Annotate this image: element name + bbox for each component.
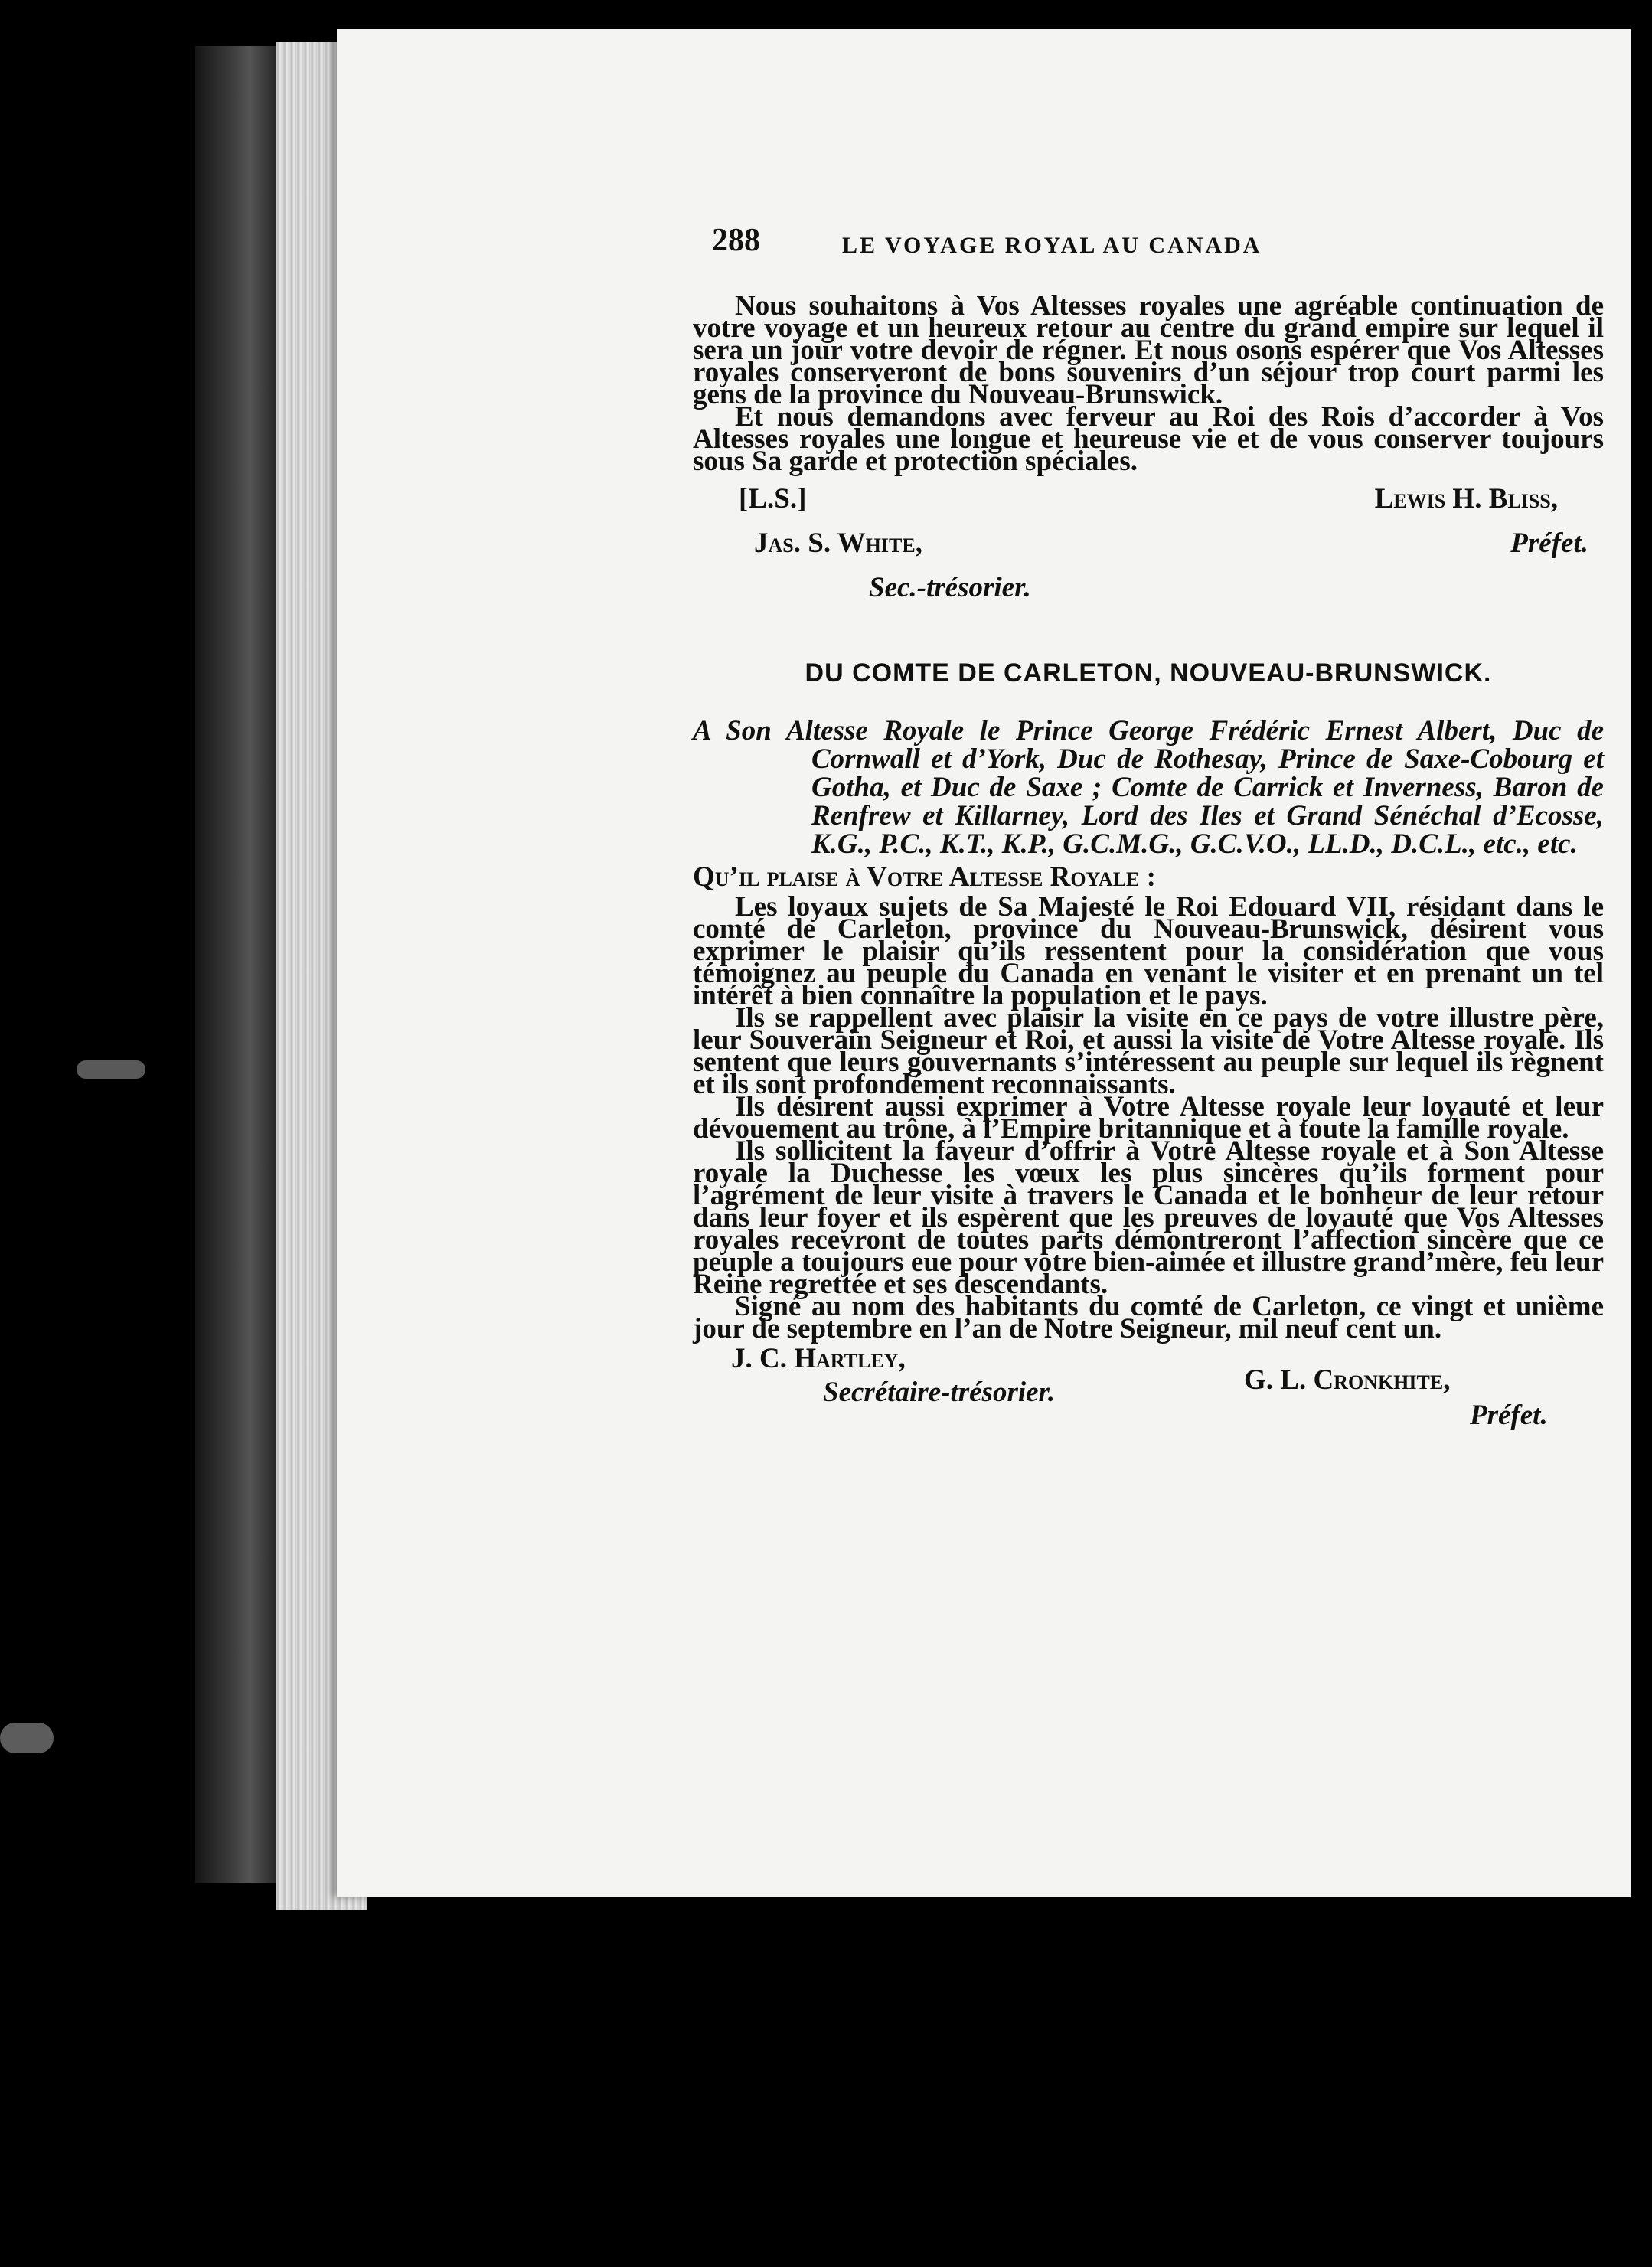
paragraph: Ils désirent aussi exprimer à Votre Altesse royale leur loyauté et leur dévouement au trône, à l’Empire britannique et à toute la famille royale.: [693, 1091, 1604, 1145]
signature-row: [693, 483, 1604, 532]
page-text: [693, 290, 1604, 1470]
paragraph: Nous souhaitons à Vos Altesses royales une agréable continuation de votre voyage et un heureux retour au centre du grand empire sur lequel il sera un jour votre devoir de régner. Et nous osons espérer que Vos Altesses royales conserveront de bons souvenirs d’un séjour trop court parmi les gens de la province du Nouveau-Brunswick.: [693, 290, 1604, 410]
running-head: [712, 222, 1615, 258]
scan-artifact: [0, 1723, 54, 1753]
section-heading: DU COMTE DE CARLETON, NOUVEAU-BRUNSWICK.: [805, 658, 1492, 688]
signer-name: J. C. Hartley,: [731, 1343, 906, 1374]
signature-block: [693, 528, 1604, 624]
paragraph: Signé au nom des habitants du comté de Carleton, ce vingt et unième jour de septembre en l’an de Notre Seigneur, mil neuf cent un.: [693, 1291, 1604, 1344]
seal-mark: [L.S.]: [739, 483, 807, 514]
scan-artifact: [77, 1060, 145, 1079]
signature-block: [693, 1343, 1604, 1470]
page-number: 288: [712, 223, 760, 258]
running-title: LE VOYAGE ROYAL AU CANADA: [842, 233, 1262, 258]
address-line: A Son Altesse Royale le Prince George Frédéric Ernest Albert, Duc de Cornwall et d’York, Duc de Rothesay, Prince de Saxe-Cobourg et Gotha, et Duc de Saxe ; Comte de Carrick et Inverness, Baron de Renfrew et Killarney, Lord des Iles et Grand Sénéchal d’Ecosse, K.G., P.C., K.T., K.P., G.C.M.G., G.C.V.O., LL.D., D.C.L., etc., etc.: [693, 715, 1604, 860]
paragraph: Et nous demandons avec ferveur au Roi des Rois d’accorder à Vos Altesses royales une longue et heureuse vie et de vous conserver toujours sous Sa garde et protection spéciales.: [693, 401, 1604, 477]
paragraph: Ils sollicitent la faveur d’offrir à Votre Altesse royale et à Son Altesse royale la Duchesse les vœux les plus sincères qu’ils forment pour l’agrément de leur visite à travers le Canada et le bonheur de leur retour dans leur foyer et ils espèrent que les preuves de loyauté que Vos Altesses royales recevront de toutes parts démontreront l’affection sincère que ce peuple a toujours eue pour votre bien-aimée et illustre grand’mère, feu leur Reine regrettée et ses descendants.: [693, 1135, 1604, 1300]
salutation: Qu’il plaise à Votre Altesse Royale :: [693, 861, 1156, 893]
signer-title: Secrétaire-trésorier.: [823, 1377, 1056, 1408]
paragraph: Ils se rappellent avec plaisir la visite en ce pays de votre illustre père, leur Souverain Seigneur et Roi, et aussi la visite de Votre Altesse royale. Ils sentent que leurs gouvernants s’intéressent au peuple sur lequel ils règnent et ils sont profondément reconnaissants.: [693, 1002, 1604, 1100]
signer-title: Préfet.: [1470, 1400, 1548, 1431]
signer-name: G. L. Cronkhite,: [1244, 1364, 1451, 1396]
paragraph: Les loyaux sujets de Sa Majesté le Roi Edouard VII, résidant dans le comté de Carleton, province du Nouveau-Brunswick, désirent vous exprimer le plaisir qu’ils ressentent pour la considération que vous témoignez au peuple du Canada en venant le visiter et en prenant un tel intérêt à bien connaître la population et le pays.: [693, 891, 1604, 1011]
signer-title: Sec.-trésorier.: [869, 572, 1031, 603]
signer-name: Lewis H. Bliss,: [1374, 483, 1558, 514]
signer-title: Préfet.: [1510, 528, 1588, 559]
signer-name: Jas. S. White,: [754, 528, 922, 559]
